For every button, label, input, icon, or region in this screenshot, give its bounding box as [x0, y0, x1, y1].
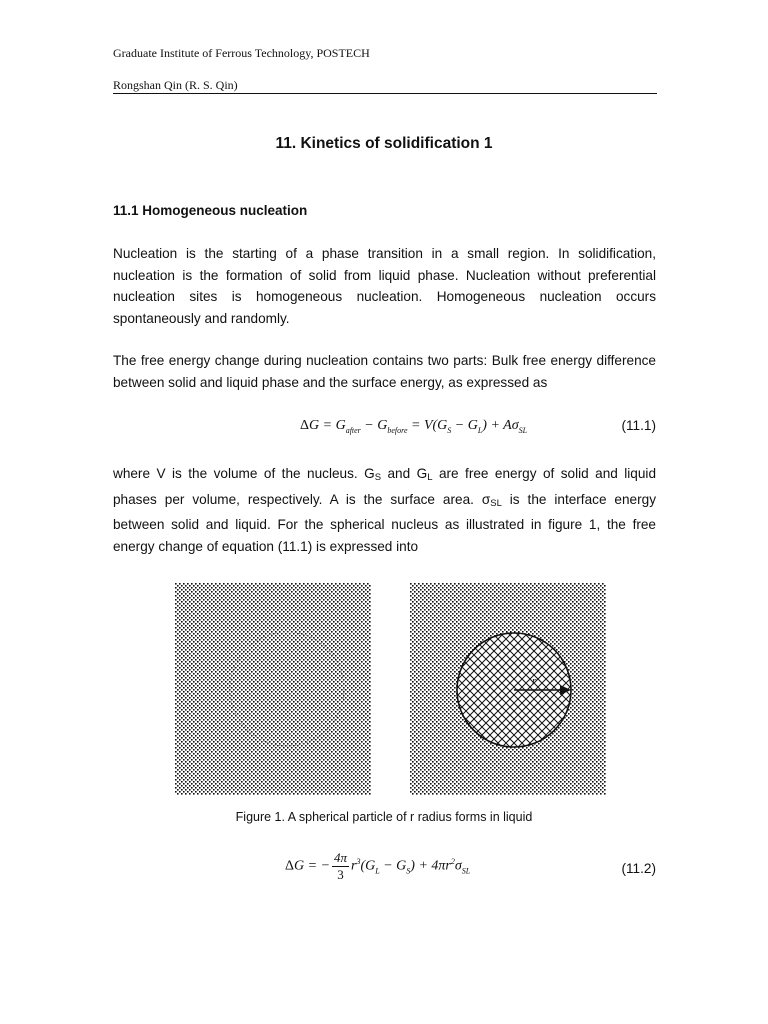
p3-gl-subscript: L — [427, 472, 433, 483]
figure-nucleus-panel — [410, 583, 606, 795]
paragraph-nucleation-definition: Nucleation is the starting of a phase transition in a small region. In solidification, nucleation is the formation of solid from liquid phase. Nucleation without preferential nucleation sites is homogeneous nucleation. Homogeneous nucleation occurs spontaneously and randomly. — [113, 246, 656, 326]
page-title: 11. Kinetics of solidification 1 — [275, 135, 493, 152]
equation-number-11-1: (11.1) — [621, 418, 656, 433]
figure-liquid-panel — [175, 583, 371, 795]
header-institute: Graduate Institute of Ferrous Technology, POSTECH — [113, 46, 370, 60]
equation-11-2: ΔG = − $\frac{4\pi}{3}$ $r^3(G_L - G_S) + 4\pi r^2\sigma_{SL}$ — [285, 850, 471, 882]
figure-caption: Figure 1. A spherical particle of r radius forms in liquid — [235, 810, 533, 824]
p3-text-a: where V is the volume of the nucleus. G — [113, 466, 375, 481]
p3-text-d: is the interface energy between solid and liquid. For the spherical nucleus as illustrated in figure 1, the free energy change of equation (11.1) is expressed into — [113, 491, 656, 554]
p3-gs-subscript: S — [374, 472, 382, 483]
header-divider — [113, 93, 657, 94]
fraction-4pi-over-3: $\frac{4\pi}{3}$ — [334, 850, 348, 882]
radius-label: r — [532, 675, 537, 687]
p3-text-c: are free energy of solid and liquid phases per volume, respectively. A is the surface area. σ — [113, 466, 657, 507]
liquid-region — [175, 583, 371, 795]
section-heading: 11.1 Homogeneous nucleation — [113, 203, 308, 218]
header-author: Rongshan Qin (R. S. Qin) — [113, 78, 238, 92]
paragraph-variable-definitions — [113, 463, 656, 557]
p3-sl-subscript: SL — [490, 497, 502, 509]
paragraph-free-energy-parts: The free energy change during nucleation contains two parts: Bulk free energy difference between solid and liquid phase and the surface energy, as expressed as — [113, 353, 656, 390]
equation-number-11-2: (11.2) — [621, 861, 656, 876]
p3-text-b: and G — [381, 466, 428, 481]
equation-11-1: $\Delta G = G_{after} - G_{before} = V(G_S - G_L) + A\sigma_{SL}$ — [300, 418, 528, 435]
